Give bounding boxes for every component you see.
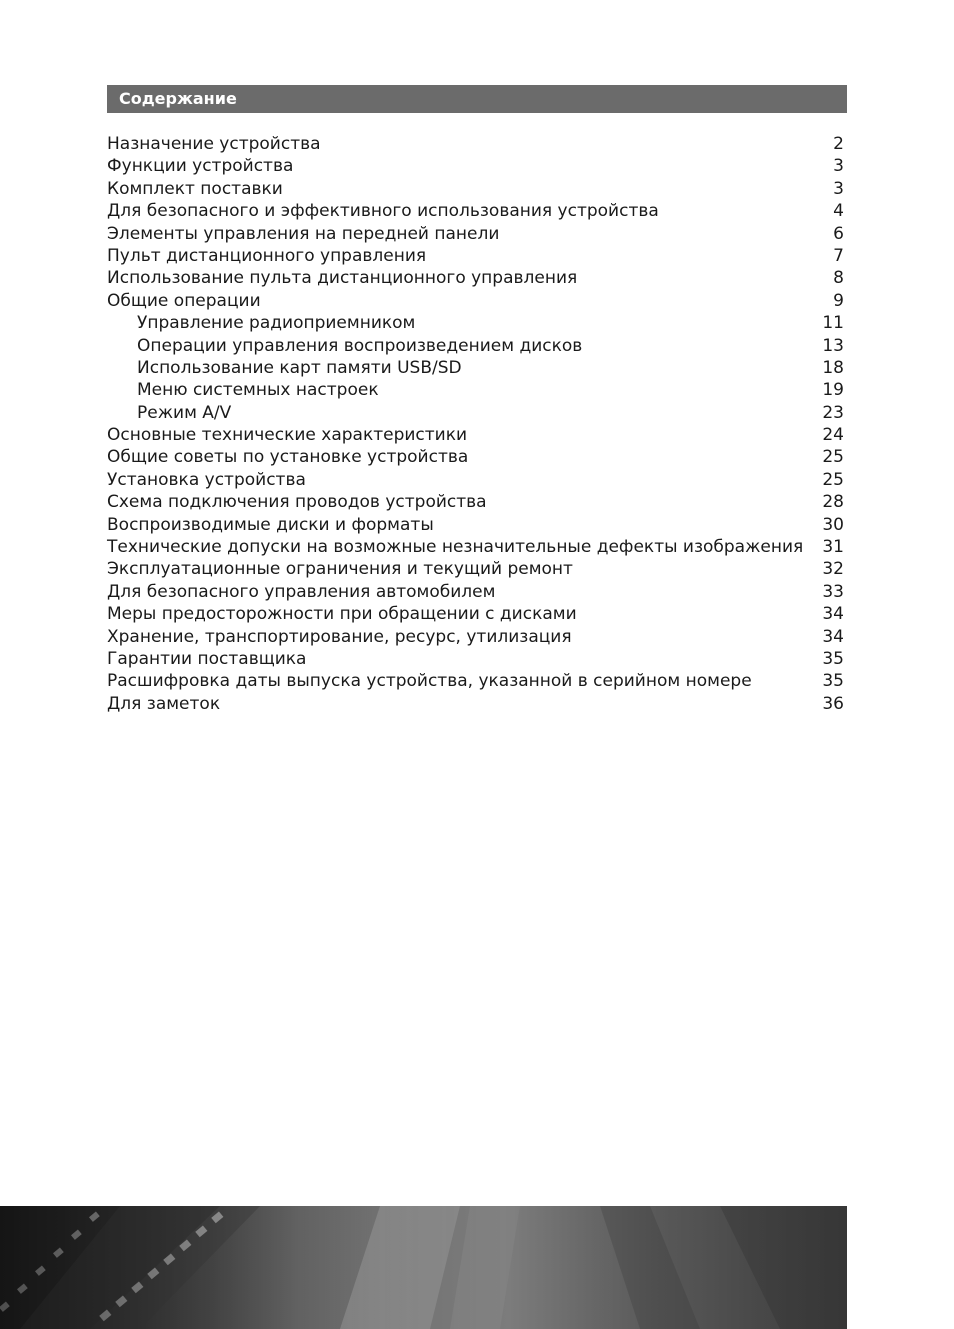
toc-entry-title: Установка устройства [107,469,306,490]
film-strip-graphic [0,1206,847,1329]
toc-entry [107,514,844,536]
toc-header-bar [107,85,847,113]
toc-entry-page: 28 [822,492,844,513]
toc-entry [107,558,844,580]
toc-entry-page: 3 [833,156,844,177]
toc-entry-title: Воспроизводимые диски и форматы [107,514,434,535]
toc-entry-page: 33 [822,581,844,602]
toc-entry-page: 9 [833,290,844,311]
toc-entry-page: 2 [833,134,844,154]
toc-entry-page: 25 [822,447,844,468]
table-of-contents [107,133,844,715]
toc-entry-page: 23 [822,402,844,423]
toc-entry-title: Основные технические характеристики [107,425,468,446]
toc-entry-page: 4 [833,201,844,222]
toc-entry-title: Для безопасного управления автомобилем [107,581,496,602]
toc-entry [107,200,844,222]
toc-entry [107,491,844,513]
toc-entry [107,581,844,603]
toc-entry-title: Эксплуатационные ограничения и текущий ремонт [107,559,573,580]
toc-entry-title: Использование карт памяти USB/SD [137,357,462,378]
toc-entry-page: 7 [833,245,844,266]
toc-entry-title: Для заметок [107,693,221,714]
toc-entry [107,648,844,670]
toc-entry-title: Пульт дистанционного управления [107,245,427,266]
toc-entry-page: 32 [822,559,844,580]
toc-entry [107,536,844,558]
toc-entry-page: 35 [822,648,844,669]
toc-entry-title: Функции устройства [107,156,294,177]
toc-entry [107,469,844,491]
toc-entry [107,312,844,334]
toc-entry [107,603,844,625]
toc-entry-title: Общие операции [107,290,261,311]
toc-entry [107,223,844,245]
toc-entry-title: Меню системных настроек [137,380,379,401]
toc-entry [107,245,844,267]
toc-entry-title: Управление радиоприемником [137,313,416,334]
toc-entry-title: Технические допуски на возможные незначительные дефекты изображения [107,537,804,558]
toc-entry-page: 18 [822,357,844,378]
toc-entry-page: 35 [822,671,844,692]
toc-entry [107,402,844,424]
toc-entry-page: 24 [822,425,844,446]
toc-entry-page: 6 [833,223,844,244]
toc-entry-title: Хранение, транспортирование, ресурс, утилизация [107,626,572,647]
toc-entry-page: 8 [833,268,844,289]
toc-entry-page: 3 [833,178,844,199]
toc-entry-page: 13 [822,335,844,356]
toc-entry-title: Назначение устройства [107,134,321,154]
toc-entry-page: 34 [822,604,844,625]
toc-entry-page: 19 [822,380,844,401]
toc-entry-title: Комплект поставки [107,178,283,199]
toc-entry [107,446,844,468]
toc-entry-title: Использование пульта дистанционного управления [107,268,578,289]
toc-entry [107,670,844,692]
toc-entry-title: Режим A/V [137,402,232,423]
toc-entry-page: 36 [822,693,844,714]
toc-entry-title: Расшифровка даты выпуска устройства, указанной в серийном номере [107,671,752,692]
toc-entry-title: Схема подключения проводов устройства [107,492,487,513]
toc-entry-page: 11 [822,313,844,334]
toc-entry [107,155,844,177]
toc-entry [107,424,844,446]
toc-entry [107,267,844,289]
toc-entry-page: 31 [822,537,844,558]
toc-entry-title: Элементы управления на передней панели [107,223,500,244]
toc-entry [107,693,844,715]
toc-entry-page: 25 [822,469,844,490]
toc-entry-title: Меры предосторожности при обращении с дисками [107,604,577,625]
toc-entry-page: 34 [822,626,844,647]
toc-entry-title: Операции управления воспроизведением дисков [137,335,583,356]
toc-entry [107,626,844,648]
toc-entry-title: Гарантии поставщика [107,648,307,669]
toc-entry-title: Общие советы по установке устройства [107,447,469,468]
footer-decorative-image [0,1206,847,1329]
toc-entry [107,290,844,312]
toc-entry [107,335,844,357]
toc-entry-page: 30 [822,514,844,535]
toc-entry [107,133,844,155]
toc-heading: Содержание [119,89,237,108]
toc-entry [107,379,844,401]
toc-entry-title: Для безопасного и эффективного использования устройства [107,201,659,222]
toc-entry [107,357,844,379]
toc-entry [107,178,844,200]
